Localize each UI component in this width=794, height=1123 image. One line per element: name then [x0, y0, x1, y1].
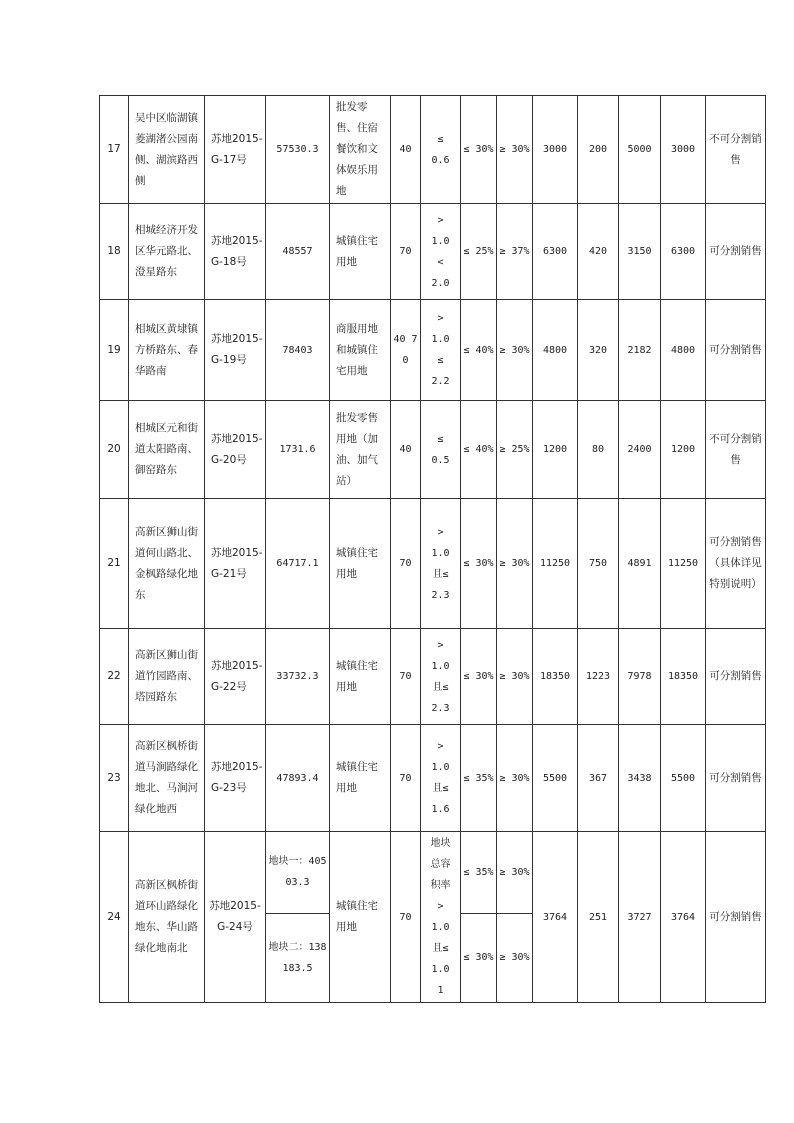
land-use: 批发零售用地（加油、加气站）: [330, 401, 391, 499]
bid-increment: 420: [578, 204, 619, 300]
parcel-location: 高新区枫桥街道环山路绿化地东、华山路绿化地南北: [129, 832, 205, 1003]
building-density: ≤ 30%: [461, 629, 497, 725]
floor-price: 3438: [619, 725, 661, 832]
table-row: [100, 401, 766, 499]
parcel-area: 1731.6: [266, 401, 330, 499]
land-auction-table: [99, 95, 766, 1003]
deposit: 3764: [533, 832, 578, 1003]
floor-area-ratio: > 1.0 < 2.0: [421, 204, 461, 300]
row-number: 21: [100, 499, 129, 629]
bid-increment: 80: [578, 401, 619, 499]
parcel-area-1: 地块一：40503.3: [266, 832, 330, 914]
sale-mode: 可分割销售: [706, 629, 766, 725]
building-density: ≤ 35%: [461, 725, 497, 832]
row-number: 24: [100, 832, 129, 1003]
parcel-code: 苏地2015-G-24号: [205, 832, 266, 1003]
deposit: 1200: [533, 401, 578, 499]
table-row: [100, 96, 766, 204]
lease-years: 70: [391, 629, 421, 725]
parcel-code: 苏地2015-G-17号: [205, 96, 266, 204]
green-ratio: ≥ 37%: [497, 204, 533, 300]
table-row: [100, 832, 766, 914]
sale-mode: 可分割销售: [706, 204, 766, 300]
sale-mode: 不可分割销售: [706, 96, 766, 204]
parcel-location: 高新区狮山街道何山路北、金枫路绿化地东: [129, 499, 205, 629]
parcel-area: 78403: [266, 300, 330, 401]
starting-price: 3000: [661, 96, 706, 204]
parcel-code: 苏地2015-G-23号: [205, 725, 266, 832]
parcel-location: 相城经济开发区华元路北、澄星路东: [129, 204, 205, 300]
building-density-1: ≤ 35%: [461, 832, 497, 914]
parcel-location: 高新区狮山街道竹园路南、塔园路东: [129, 629, 205, 725]
row-number: 18: [100, 204, 129, 300]
floor-price: 3150: [619, 204, 661, 300]
bid-increment: 320: [578, 300, 619, 401]
row-number: 20: [100, 401, 129, 499]
floor-area-ratio: > 1.0 且≤ 2.3: [421, 499, 461, 629]
floor-area-ratio: ≤ 0.6: [421, 96, 461, 204]
floor-price: 5000: [619, 96, 661, 204]
building-density-2: ≤ 30%: [461, 913, 497, 1002]
lease-years: 40 70: [391, 300, 421, 401]
lease-years: 40: [391, 96, 421, 204]
lease-years: 70: [391, 499, 421, 629]
sale-mode: 可分割销售: [706, 300, 766, 401]
building-density: ≤ 30%: [461, 499, 497, 629]
deposit: 11250: [533, 499, 578, 629]
lease-years: 70: [391, 832, 421, 1003]
sale-mode: 可分割销售: [706, 832, 766, 1003]
floor-area-ratio: ≤ 0.5: [421, 401, 461, 499]
starting-price: 5500: [661, 725, 706, 832]
floor-price: 7978: [619, 629, 661, 725]
building-density: ≤ 40%: [461, 300, 497, 401]
starting-price: 18350: [661, 629, 706, 725]
row-number: 23: [100, 725, 129, 832]
parcel-location: 吴中区临湖镇菱湖渚公园南侧、湖滨路西侧: [129, 96, 205, 204]
row-number: 17: [100, 96, 129, 204]
land-use: 城镇住宅用地: [330, 725, 391, 832]
table-row: [100, 204, 766, 300]
bid-increment: 750: [578, 499, 619, 629]
lease-years: 70: [391, 204, 421, 300]
bid-increment: 1223: [578, 629, 619, 725]
parcel-code: 苏地2015-G-22号: [205, 629, 266, 725]
green-ratio: ≥ 30%: [497, 499, 533, 629]
table-row: [100, 499, 766, 629]
parcel-code: 苏地2015-G-19号: [205, 300, 266, 401]
green-ratio-2: ≥ 30%: [497, 913, 533, 1002]
green-ratio: ≥ 25%: [497, 401, 533, 499]
parcel-area: 47893.4: [266, 725, 330, 832]
green-ratio: ≥ 30%: [497, 96, 533, 204]
starting-price: 3764: [661, 832, 706, 1003]
starting-price: 1200: [661, 401, 706, 499]
floor-price: 2182: [619, 300, 661, 401]
green-ratio: ≥ 30%: [497, 725, 533, 832]
bid-increment: 251: [578, 832, 619, 1003]
green-ratio: ≥ 30%: [497, 629, 533, 725]
starting-price: 11250: [661, 499, 706, 629]
green-ratio: ≥ 30%: [497, 300, 533, 401]
deposit: 5500: [533, 725, 578, 832]
lease-years: 40: [391, 401, 421, 499]
floor-price: 4891: [619, 499, 661, 629]
floor-price: 2400: [619, 401, 661, 499]
starting-price: 6300: [661, 204, 706, 300]
parcel-code: 苏地2015-G-20号: [205, 401, 266, 499]
land-use: 城镇住宅用地: [330, 832, 391, 1003]
starting-price: 4800: [661, 300, 706, 401]
parcel-location: 相城区元和街道太阳路南、御窑路东: [129, 401, 205, 499]
floor-area-ratio: 地块总容积率> 1.0 且≤ 1.01: [421, 832, 461, 1003]
parcel-location: 高新区枫桥街道马涧路绿化地北、马涧河绿化地西: [129, 725, 205, 832]
parcel-code: 苏地2015-G-18号: [205, 204, 266, 300]
floor-price: 3727: [619, 832, 661, 1003]
bid-increment: 367: [578, 725, 619, 832]
land-use: 城镇住宅用地: [330, 499, 391, 629]
parcel-location: 相城区黄埭镇方桥路东、春华路南: [129, 300, 205, 401]
parcel-area: 33732.3: [266, 629, 330, 725]
green-ratio-1: ≥ 30%: [497, 832, 533, 914]
row-number: 22: [100, 629, 129, 725]
table-row: [100, 725, 766, 832]
parcel-area: 48557: [266, 204, 330, 300]
parcel-area: 57530.3: [266, 96, 330, 204]
lease-years: 70: [391, 725, 421, 832]
sale-mode: 可分割销售（具体详见特别说明）: [706, 499, 766, 629]
floor-area-ratio: > 1.0 ≤ 2.2: [421, 300, 461, 401]
building-density: ≤ 40%: [461, 401, 497, 499]
parcel-area: 64717.1: [266, 499, 330, 629]
floor-area-ratio: > 1.0 且≤ 2.3: [421, 629, 461, 725]
sale-mode: 可分割销售: [706, 725, 766, 832]
sale-mode: 不可分割销售: [706, 401, 766, 499]
deposit: 6300: [533, 204, 578, 300]
land-use: 城镇住宅用地: [330, 204, 391, 300]
deposit: 3000: [533, 96, 578, 204]
deposit: 4800: [533, 300, 578, 401]
land-use: 批发零售、住宿餐饮和文体娱乐用地: [330, 96, 391, 204]
parcel-area-2: 地块二：138183.5: [266, 913, 330, 1002]
building-density: ≤ 25%: [461, 204, 497, 300]
table-row: [100, 629, 766, 725]
table-row: [100, 300, 766, 401]
parcel-code: 苏地2015-G-21号: [205, 499, 266, 629]
floor-area-ratio: > 1.0 且≤ 1.6: [421, 725, 461, 832]
building-density: ≤ 30%: [461, 96, 497, 204]
bid-increment: 200: [578, 96, 619, 204]
land-use: 商服用地和城镇住宅用地: [330, 300, 391, 401]
land-use: 城镇住宅用地: [330, 629, 391, 725]
row-number: 19: [100, 300, 129, 401]
deposit: 18350: [533, 629, 578, 725]
